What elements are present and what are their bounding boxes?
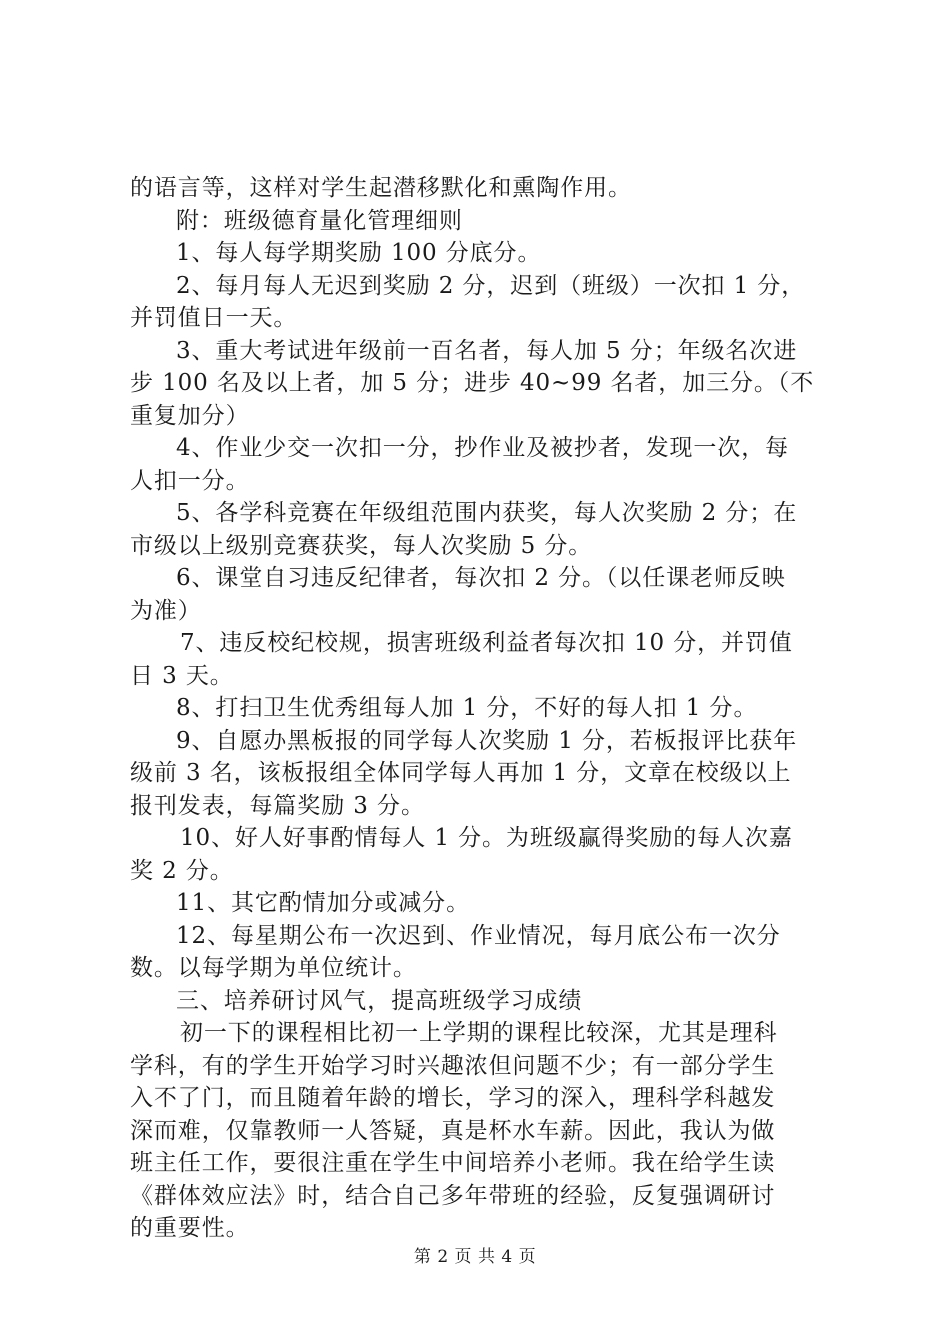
text-line: 4、作业少交一次扣一分，抄作业及被抄者，发现一次，每 [176, 435, 790, 461]
text-line: 市级以上级别竞赛获奖，每人次奖励 5 分。 [130, 532, 593, 559]
text-line: 9、自愿办黑板报的同学每人次奖励 1 分，若板报评比获年 [176, 727, 798, 754]
text-line: 2、每月每人无迟到奖励 2 分，迟到（班级）一次扣 1 分， [176, 272, 806, 299]
text-line: 7、违反校纪校规，损害班级利益者每次扣 10 分，并罚值 [180, 630, 793, 656]
text-line: 入不了门，而且随着年龄的增长，学习的深入，理科学科越发 [130, 1085, 776, 1111]
text-line: 5、各学科竞赛在年级组范围内获奖，每人次奖励 2 分；在 [176, 500, 798, 526]
text-line: 级前 3 名，该板报组全体同学每人再加 1 分，文章在校级以上 [130, 760, 792, 786]
text-line: 10、好人好事酌情每人 1 分。为班级赢得奖励的每人次嘉 [180, 825, 793, 851]
text-line: 班主任工作，要很注重在学生中间培养小老师。我在给学生读 [130, 1150, 776, 1176]
text-line: 附：班级德育量化管理细则 [176, 207, 463, 234]
section-heading: 三、培养研讨风气，提高班级学习成绩 [176, 987, 583, 1014]
text-line: 的重要性。 [130, 1215, 250, 1241]
text-line: 日 3 天。 [130, 662, 234, 689]
text-line: 《群体效应法》时，结合自己多年带班的经验，反复强调研讨 [130, 1182, 776, 1209]
text-line: 数。以每学期为单位统计。 [130, 955, 417, 981]
text-line: 奖 2 分。 [130, 857, 234, 884]
text-line: 6、课堂自习违反纪律者，每次扣 2 分。（以任课老师反映 [176, 565, 786, 591]
text-line: 人扣一分。 [130, 467, 250, 494]
text-line: 报刊发表，每篇奖励 3 分。 [130, 792, 425, 819]
text-line: 1、每人每学期奖励 100 分底分。 [176, 240, 542, 266]
text-line: 11、其它酌情加分或减分。 [176, 890, 470, 916]
page-number-footer: 第 2 页 共 4 页 [413, 1247, 537, 1267]
text-line: 学科，有的学生开始学习时兴趣浓但问题不少；有一部分学生 [130, 1052, 776, 1079]
text-line: 初一下的课程相比初一上学期的课程比较深，尤其是理科 [180, 1020, 778, 1046]
document-body [130, 172, 832, 1245]
text-line: 3、重大考试进年级前一百名者，每人加 5 分；年级名次进 [176, 337, 798, 364]
text-line: 重复加分） [130, 402, 250, 429]
text-line: 步 100 名及以上者，加 5 分；进步 40~99 名者，加三分。（不 [130, 370, 815, 396]
text-line: 为准） [130, 597, 202, 624]
text-line: 12、每星期公布一次迟到、作业情况，每月底公布一次分 [176, 922, 781, 949]
text-line: 8、打扫卫生优秀组每人加 1 分，不好的每人扣 1 分。 [176, 695, 758, 721]
text-line: 的语言等，这样对学生起潜移默化和熏陶作用。 [130, 175, 632, 201]
text-line: 并罚值日一天。 [130, 305, 298, 331]
text-line: 深而难，仅靠教师一人答疑，真是杯水车薪。因此，我认为做 [130, 1117, 776, 1144]
